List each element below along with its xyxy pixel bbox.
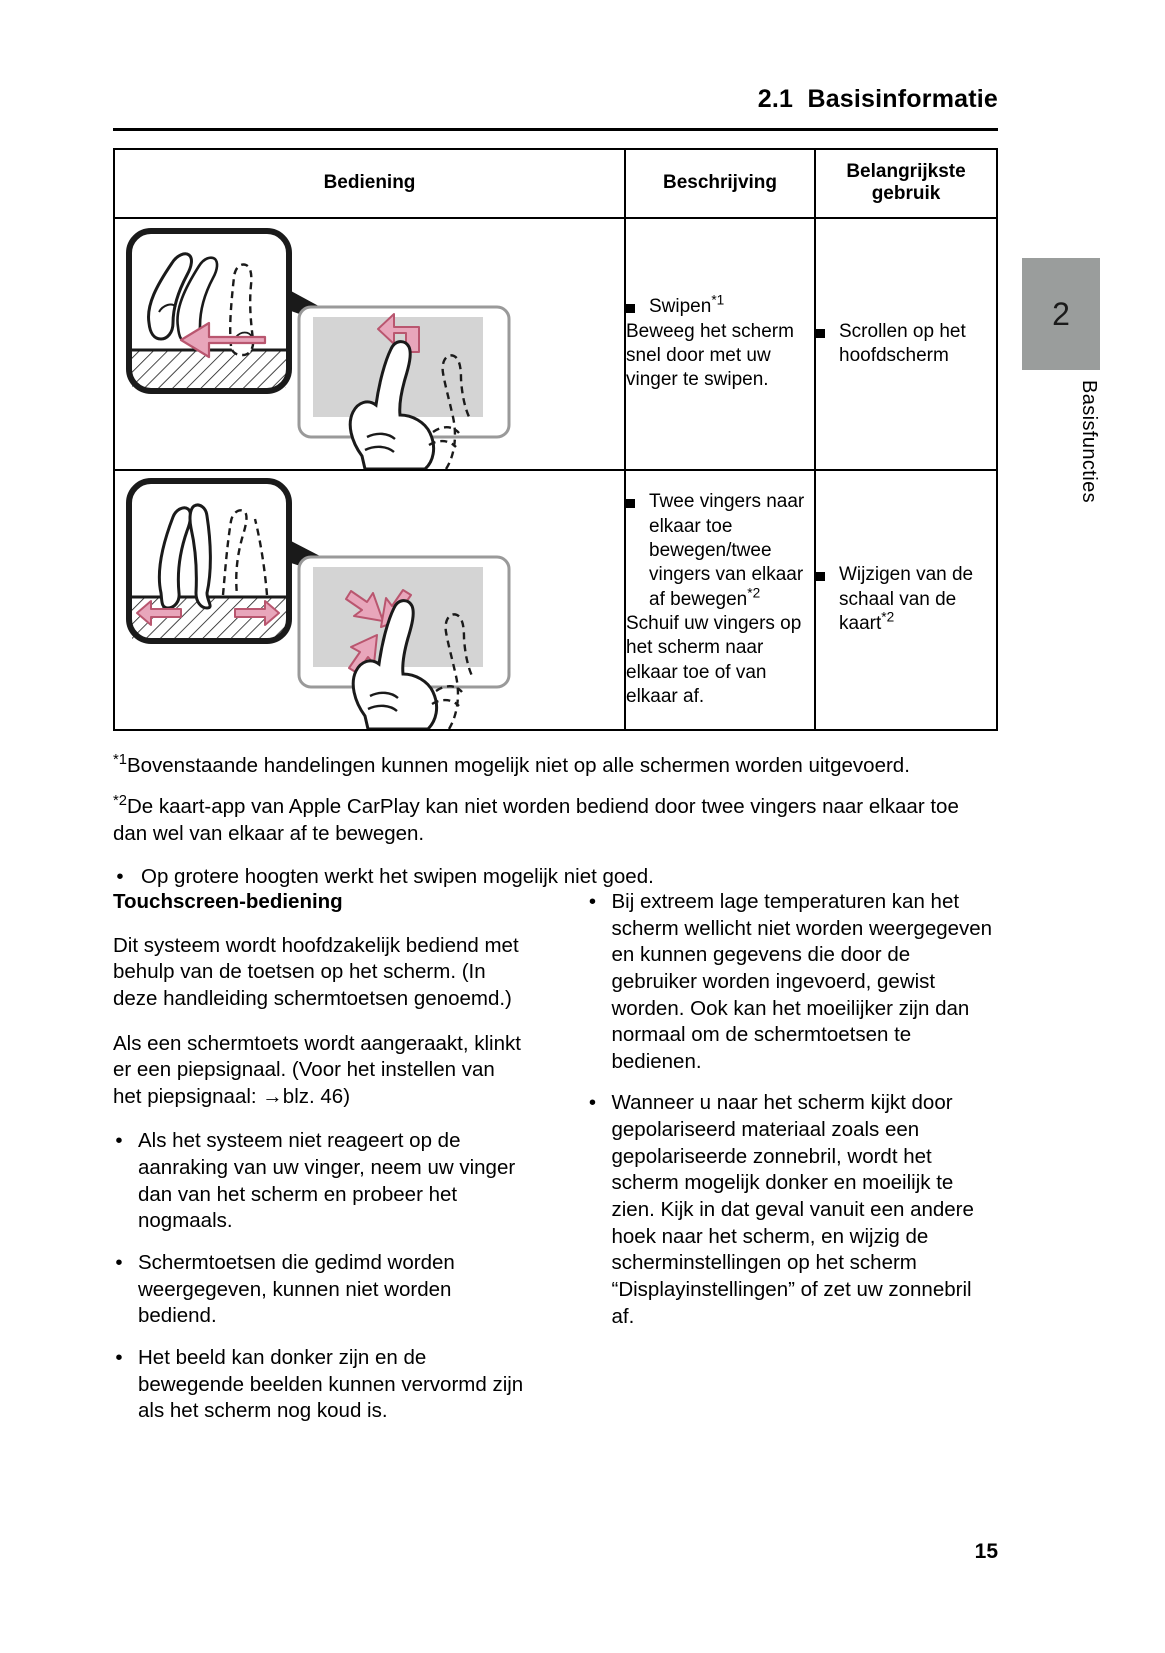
chapter-tab-number: 2: [1052, 296, 1070, 332]
left-column-paragraph-2: Als een schermtoets wordt aangeraakt, klinkt er een piepsignaal. (Voor het instellen van het piepsignaal: →blz. 46): [113, 1031, 521, 1108]
column-header-operation: Bediening: [114, 149, 625, 218]
list-item: [113, 1345, 525, 1425]
pinch-use-text: Wijzigen van de schaal van de kaart$^{*2}$: [839, 564, 974, 634]
column-header-main-use-line1: Belangrijkste: [846, 161, 966, 182]
bullet-dot-icon: •: [115, 1345, 123, 1369]
swipe-description-body: Beweeg het scherm snel door met uw vinger te swipen.: [626, 320, 794, 391]
square-bullet-icon: [816, 572, 825, 581]
page-title: [758, 86, 998, 114]
bullet-dot-icon: •: [116, 865, 124, 889]
left-column-bullet-3: Het beeld kan donker zijn en de bewegende beelden kunnen vervormd zijn als het scherm nog koud is.: [138, 1345, 524, 1423]
footnote-ref: *2: [747, 585, 761, 601]
footnote-2-marker: *2: [113, 793, 127, 810]
left-column-paragraph-1: Dit systeem wordt hoofdzakelijk bediend met behulp van de toetsen op het scherm. (In deze handleiding schermtoetsen genoemd.): [113, 933, 519, 1010]
swipe-description-cell: [625, 218, 815, 470]
footnote-2-text: De kaart-app van Apple CarPlay kan niet worden bediend door twee vingers naar elkaar toe dan wel van elkaar af te bewegen.: [113, 795, 959, 846]
pinch-use-cell: [815, 470, 997, 730]
swipe-use-text: Scrollen op het hoofdscherm: [839, 320, 966, 366]
right-column: [587, 889, 999, 1440]
pinch-illustration-cell: [114, 470, 625, 730]
bullet-dot-icon: •: [588, 890, 597, 913]
body-columns: [113, 889, 998, 1440]
table-header-row: [114, 149, 997, 218]
page-header: [113, 86, 998, 114]
section-title: Basisinformatie: [807, 85, 998, 113]
square-bullet-icon: [816, 329, 825, 338]
bullet-dot-icon: •: [115, 1251, 123, 1275]
table-row: [114, 218, 997, 470]
left-column-bullet-2: Schermtoetsen die gedimd worden weergegeven, kunnen niet worden bediend.: [138, 1251, 455, 1328]
gesture-table: [113, 148, 998, 731]
footnote-1: [113, 752, 998, 779]
pinch-gesture-illustration: [115, 471, 610, 729]
pinch-description-body: Schuif uw vingers op het scherm naar elkaar toe of van elkaar af.: [626, 612, 802, 707]
square-bullet-icon: [626, 304, 635, 313]
swipe-illustration-cell: [114, 218, 625, 470]
bullet-dot-icon: •: [588, 1091, 597, 1115]
swipe-gesture-illustration: [115, 219, 610, 469]
chapter-tab: [1022, 258, 1100, 370]
footnote-ref: *1: [711, 292, 725, 308]
page-number: 15: [974, 1540, 998, 1563]
chapter-tab-label: Basisfuncties: [1078, 380, 1100, 504]
footnote-bullet-item: [113, 863, 998, 890]
right-column-bullet-1: Bij extreem lage temperaturen kan het scherm wellicht niet worden weergegeven en kunnen gegevens die door de gebruiker worden ingevoerd, gewist worden. Ook kan het moeilijker zijn dan normaal om de schermtoetsen te bedienen.: [611, 890, 993, 1073]
list-item: [587, 889, 999, 1075]
footnote-bullet-text: Op grotere hoogten werkt het swipen mogelijk niet goed.: [141, 865, 654, 889]
swipe-description-title: Swipen$^{*1}$: [649, 292, 725, 318]
left-column-heading: Touchscreen-bediening: [113, 890, 343, 913]
list-item: [113, 1128, 525, 1235]
footnote-ref: *2: [881, 609, 895, 625]
bullet-dot-icon: •: [115, 1129, 123, 1153]
right-column-bullet-2: Wanneer u naar het scherm kijkt door gepolariseerd materiaal zoals een gepolariseerde zonnebril, wordt het scherm mogelijk donker en moeilijk te zien. Kijk in dat geval vanuit een andere hoek naar het scherm, en wijzig de scherminstellingen op het scherm “Displayinstellingen” of zet uw zonnebril af.: [611, 1091, 974, 1328]
header-divider: [113, 128, 998, 131]
square-bullet-icon: [626, 499, 635, 508]
left-column-bullet-1: Als het systeem niet reageert op de aanraking van uw vinger, neem uw vinger dan van het scherm en probeer het nogmaals.: [138, 1129, 516, 1233]
pinch-description-title: Twee vingers naar elkaar toe bewegen/twee vingers van elkaar af bewegen$^{*2}$: [649, 491, 805, 610]
list-item: [587, 1090, 999, 1330]
column-header-description: Beschrijving: [625, 149, 815, 218]
footnote-1-text: Bovenstaande handelingen kunnen mogelijk niet op alle schermen worden uitgevoerd.: [126, 754, 910, 777]
footnote-2: [113, 793, 998, 847]
table-row: [114, 470, 997, 730]
list-item: [113, 1250, 525, 1330]
footnotes-block: [113, 752, 998, 890]
pinch-description-cell: [625, 470, 815, 730]
swipe-use-cell: [815, 218, 997, 470]
footnote-1-marker: *1: [113, 752, 127, 769]
section-number: 2.1: [757, 85, 794, 113]
column-header-main-use-line2: gebruik: [871, 183, 941, 205]
left-column: [113, 889, 525, 1440]
column-header-main-use: [815, 149, 997, 218]
